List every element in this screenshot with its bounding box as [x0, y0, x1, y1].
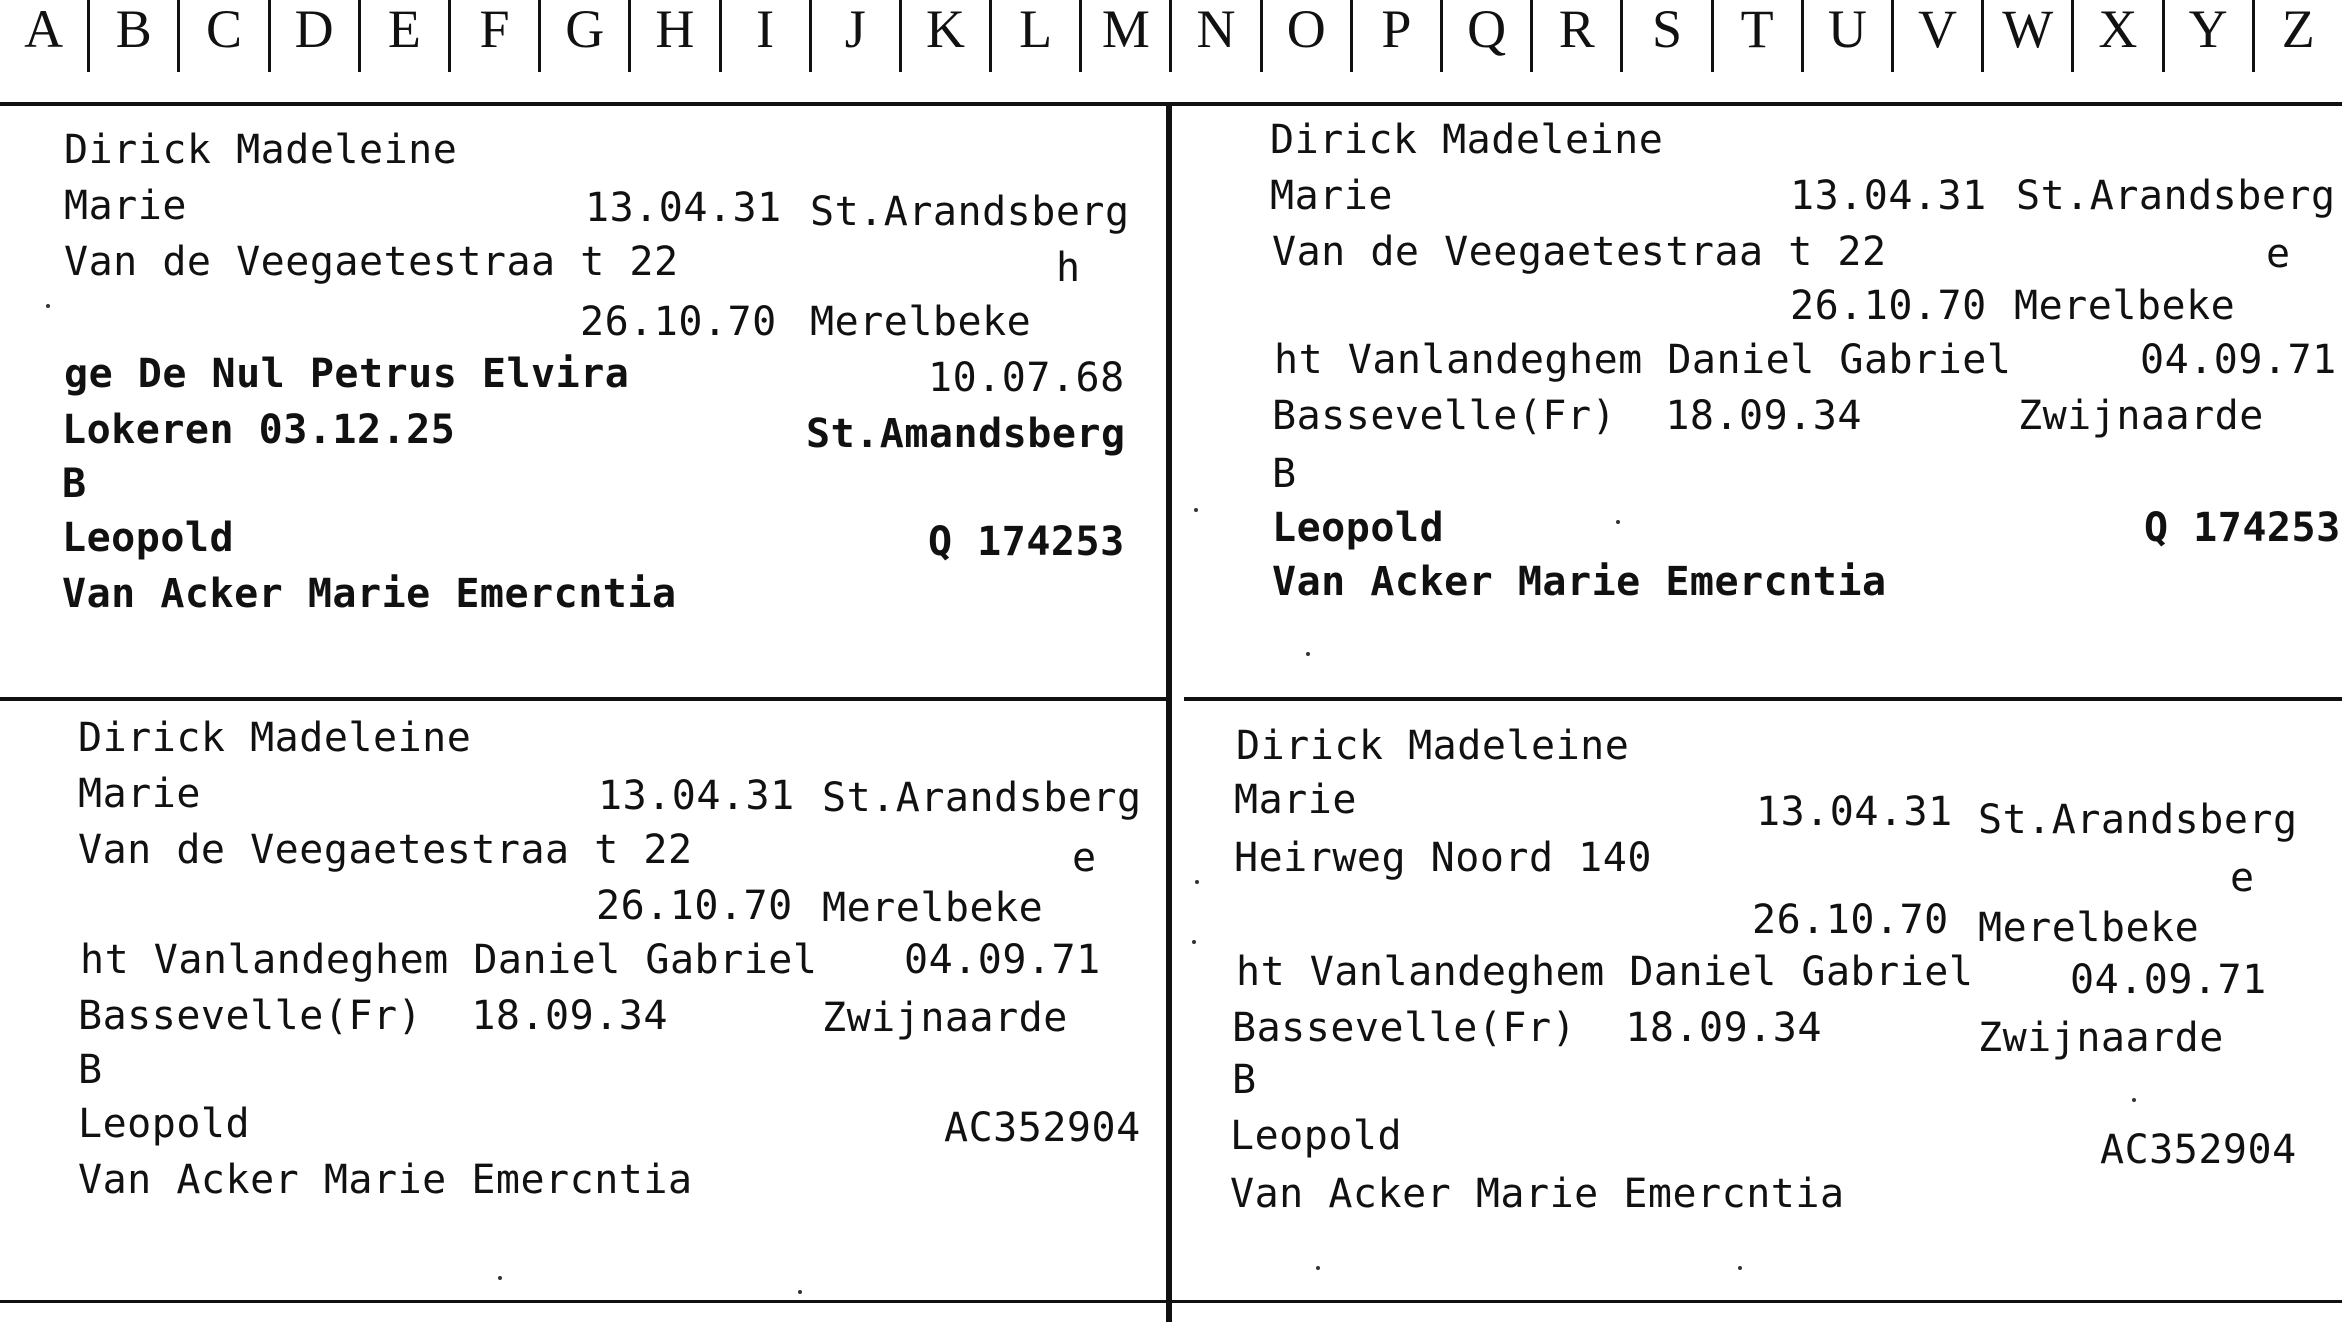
alphabet-letter-e: E [358, 0, 448, 72]
card-father: Leopold [1272, 505, 1445, 551]
alphabet-letter-m: M [1079, 0, 1169, 72]
alphabet-letter-j: J [809, 0, 899, 72]
card-spouse-date: 04.09.71 [904, 937, 1101, 983]
alphabet-letter-i: I [719, 0, 809, 72]
card-spouse-date: 10.07.68 [928, 355, 1125, 401]
card-move-date: 26.10.70 [1790, 283, 1987, 329]
alphabet-letter-w: W [1981, 0, 2071, 72]
scan-speck [1738, 1266, 1742, 1270]
card-birth-place: St.Arandsberg [2016, 173, 2336, 219]
card-given-name: Marie [1234, 777, 1357, 823]
card-given-name: Marie [64, 183, 187, 229]
card-given-name: Marie [78, 771, 201, 817]
scan-speck [1616, 520, 1620, 524]
card-mark: h [1056, 245, 1081, 291]
alphabet-letter-a: A [24, 0, 64, 59]
card-id-number: Q 174253 [2144, 505, 2341, 551]
card-move-date: 26.10.70 [1752, 897, 1949, 943]
card-mother: Van Acker Marie Emercntia [62, 571, 677, 617]
card-spouse-birth: Bassevelle(Fr) 18.09.34 [1272, 393, 1862, 439]
scan-speck [1316, 1266, 1320, 1270]
alphabet-letter-y: Y [2162, 0, 2252, 72]
alphabet-letter-t: T [1711, 0, 1801, 72]
card-birth-place: St.Arandsberg [1978, 797, 2298, 843]
card-name: Dirick Madeleine [1270, 117, 1664, 163]
scan-speck [1195, 880, 1199, 884]
card-birth-date: 13.04.31 [1756, 789, 1953, 835]
alphabet-letter-x: X [2071, 0, 2161, 72]
card-id-number: AC352904 [2100, 1127, 2297, 1173]
card-spouse-place: Zwijnaarde [2018, 393, 2264, 439]
alphabet-letter-l: L [989, 0, 1079, 72]
alphabet-letter-k: K [899, 0, 989, 72]
card-spouse-line: ge De Nul Petrus Elvira [64, 351, 630, 397]
card-father: Leopold [78, 1101, 251, 1147]
card-b-line: B [1232, 1057, 1257, 1103]
card-birth-date: 13.04.31 [598, 773, 795, 819]
card-spouse-place: St.Amandsberg [806, 411, 1126, 457]
card-spouse-place: Zwijnaarde [1978, 1015, 2224, 1061]
alphabet-letter-o: O [1260, 0, 1350, 72]
scan-speck [798, 1290, 802, 1294]
alphabet-index [0, 0, 2342, 72]
card-father: Leopold [1230, 1113, 1403, 1159]
card-b-line: B [62, 461, 87, 507]
scan-speck [1306, 652, 1310, 656]
card-move-place: Merelbeke [2014, 283, 2236, 329]
alphabet-letter-v: V [1891, 0, 1981, 72]
card-spouse-date: 04.09.71 [2070, 957, 2267, 1003]
card-move-place: Merelbeke [1978, 905, 2200, 951]
card-move-date: 26.10.70 [580, 299, 777, 345]
scan-speck [46, 304, 50, 308]
card-move-place: Merelbeke [822, 885, 1044, 931]
card-mark: e [2230, 855, 2255, 901]
card-spouse-birth: Bassevelle(Fr) 18.09.34 [1232, 1005, 1822, 1051]
card-move-place: Merelbeke [810, 299, 1032, 345]
card-address: Van de Veegaetestraa t 22 [78, 827, 693, 873]
card-birth-place: St.Arandsberg [810, 189, 1130, 235]
scan-speck [498, 1276, 502, 1280]
alphabet-letter-z: Z [2252, 0, 2342, 72]
card-name: Dirick Madeleine [78, 715, 472, 761]
alphabet-letter-g: G [538, 0, 628, 72]
card-id-number: AC352904 [944, 1105, 1141, 1151]
card-spouse-birth: Lokeren 03.12.25 [62, 407, 456, 453]
alphabet-letter-c: C [177, 0, 267, 72]
alphabet-letter-u: U [1801, 0, 1891, 72]
scan-speck [1194, 508, 1198, 512]
card-b-line: B [1272, 451, 1297, 497]
card-mark: e [2266, 231, 2291, 277]
card-address: Van de Veegaetestraa t 22 [1272, 229, 1887, 275]
alphabet-letter-h: H [628, 0, 718, 72]
scan-speck [1192, 940, 1196, 944]
card-spouse-date: 04.09.71 [2140, 337, 2337, 383]
scan-speck [2132, 1098, 2136, 1102]
card-move-date: 26.10.70 [596, 883, 793, 929]
card-spouse-line: ht Vanlandeghem Daniel Gabriel [1236, 949, 1974, 995]
divider-middle-right [1184, 697, 2342, 701]
alphabet-letter-p: P [1350, 0, 1440, 72]
divider-vertical [1166, 102, 1172, 1322]
alphabet-letter-n: N [1169, 0, 1259, 72]
alphabet-letter-d: D [268, 0, 358, 72]
card-mother: Van Acker Marie Emercntia [1230, 1171, 1845, 1217]
card-name: Dirick Madeleine [64, 127, 458, 173]
card-spouse-line: ht Vanlandeghem Daniel Gabriel [80, 937, 818, 983]
card-mark: e [1072, 835, 1097, 881]
alphabet-letter-f: F [448, 0, 538, 72]
card-given-name: Marie [1270, 173, 1393, 219]
card-father: Leopold [62, 515, 235, 561]
card-address: Heirweg Noord 140 [1234, 835, 1652, 881]
card-mother: Van Acker Marie Emercntia [1272, 559, 1887, 605]
alphabet-letter-b: B [87, 0, 177, 72]
divider-middle-left [0, 697, 1166, 701]
card-address: Van de Veegaetestraa t 22 [64, 239, 679, 285]
card-birth-date: 13.04.31 [1790, 173, 1987, 219]
alphabet-letter-q: Q [1440, 0, 1530, 72]
card-mother: Van Acker Marie Emercntia [78, 1157, 693, 1203]
card-birth-date: 13.04.31 [585, 185, 782, 231]
alphabet-letter-s: S [1620, 0, 1710, 72]
card-spouse-place: Zwijnaarde [822, 995, 1068, 1041]
card-id-number: Q 174253 [928, 519, 1125, 565]
card-spouse-line: ht Vanlandeghem Daniel Gabriel [1274, 337, 2012, 383]
card-name: Dirick Madeleine [1236, 723, 1630, 769]
card-b-line: B [78, 1047, 103, 1093]
card-birth-place: St.Arandsberg [822, 775, 1142, 821]
card-spouse-birth: Bassevelle(Fr) 18.09.34 [78, 993, 668, 1039]
alphabet-letter-r: R [1530, 0, 1620, 72]
